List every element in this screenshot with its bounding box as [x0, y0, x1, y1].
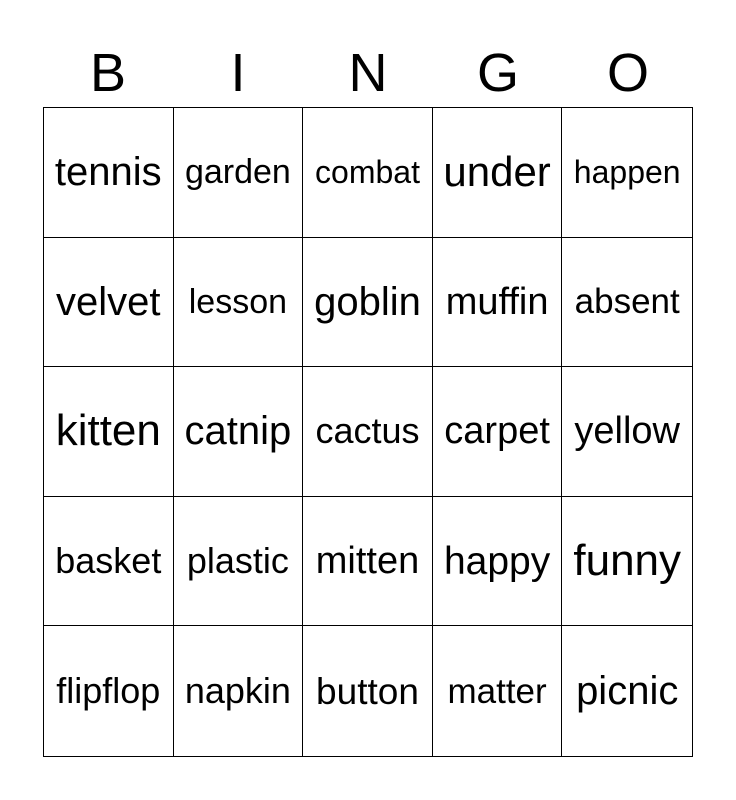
bingo-cell-r3c4[interactable]: carpet	[433, 367, 563, 497]
bingo-cell-r2c1[interactable]: velvet	[44, 238, 174, 368]
bingo-header	[43, 42, 693, 104]
bingo-cell-r5c3[interactable]: button	[303, 626, 433, 756]
bingo-cell-r3c2[interactable]: catnip	[174, 367, 304, 497]
bingo-cell-r2c3[interactable]: goblin	[303, 238, 433, 368]
bingo-cell-r2c5[interactable]: absent	[562, 238, 692, 368]
bingo-cell-r4c1[interactable]: basket	[44, 497, 174, 627]
bingo-cell-r3c1[interactable]: kitten	[44, 367, 174, 497]
bingo-cell-r5c4[interactable]: matter	[433, 626, 563, 756]
header-letter-n: N	[348, 43, 388, 103]
bingo-cell-r3c5[interactable]: yellow	[562, 367, 692, 497]
header-letter-o: O	[606, 43, 649, 103]
bingo-cell-r1c1[interactable]: tennis	[44, 108, 174, 238]
bingo-cell-r1c2[interactable]: garden	[174, 108, 304, 238]
header-letter-b: B	[89, 43, 127, 103]
bingo-cell-r4c2[interactable]: plastic	[174, 497, 304, 627]
header-letter-g: G	[476, 43, 519, 103]
bingo-cell-r5c2[interactable]: napkin	[174, 626, 304, 756]
bingo-cell-r2c2[interactable]: lesson	[174, 238, 304, 368]
bingo-cell-r1c3[interactable]: combat	[303, 108, 433, 238]
header-letter-i: I	[230, 43, 246, 103]
bingo-cell-r2c4[interactable]: muffin	[433, 238, 563, 368]
bingo-cell-r4c4[interactable]: happy	[433, 497, 563, 627]
bingo-cell-r5c5[interactable]: picnic	[576, 669, 679, 714]
bingo-cell-r4c5[interactable]: funny	[562, 497, 692, 627]
bingo-cell-r5c1[interactable]: flipflop	[44, 626, 174, 756]
bingo-board	[43, 107, 693, 757]
bingo-cell-r1c5[interactable]: happen	[562, 108, 692, 238]
bingo-cell-r3c3[interactable]: cactus	[303, 367, 433, 497]
bingo-cell-r4c3[interactable]: mitten	[303, 497, 433, 627]
bingo-cell-r1c4[interactable]: under	[433, 108, 563, 238]
